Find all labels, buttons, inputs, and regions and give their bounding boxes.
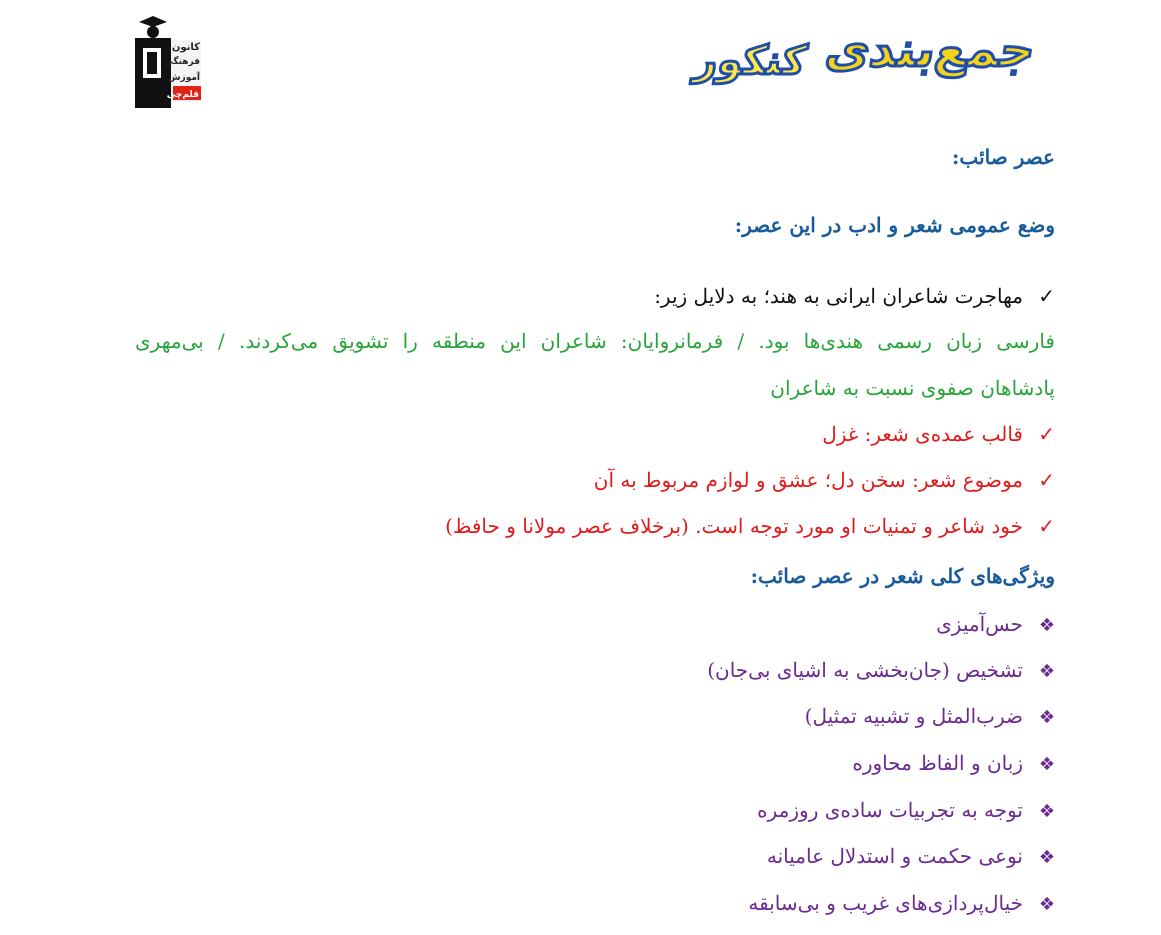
check-icon: ✓ — [1038, 422, 1055, 446]
feature-text: ضرب‌المثل و تشبیه تمثیل) — [804, 704, 1023, 728]
feature-text: خیال‌پردازی‌های غریب و بی‌سابقه — [748, 891, 1023, 915]
feature-item — [748, 888, 1055, 920]
red-item-1 — [822, 419, 1055, 449]
svg-text:آموزش: آموزش — [168, 73, 200, 83]
diamond-bullet-icon: ❖ — [1038, 707, 1055, 728]
book-title-logo — [693, 22, 1043, 104]
section-heading-general: وضع عمومی شعر و ادب در این عصر: — [734, 213, 1055, 237]
check-icon: ✓ — [1038, 514, 1055, 538]
migration-item — [654, 281, 1055, 311]
diamond-bullet-icon: ❖ — [1038, 661, 1055, 682]
section-heading-features: ویژگی‌های کلی شعر در عصر صائب: — [750, 564, 1055, 588]
diamond-bullet-icon: ❖ — [1038, 754, 1055, 775]
feature-item — [936, 609, 1055, 641]
svg-text:کانون: کانون — [171, 42, 200, 53]
feature-item — [852, 748, 1055, 780]
feature-text: نوعی حکمت و استدلال عامیانه — [766, 844, 1023, 868]
feature-text: زبان و الفاظ محاوره — [852, 751, 1023, 775]
svg-text:فرهنگی: فرهنگی — [164, 57, 200, 67]
page-title: عصر صائب: — [952, 145, 1055, 169]
feature-text: تشخیص (جان‌بخشی به اشیای بی‌جان) — [707, 658, 1023, 682]
diamond-bullet-icon: ❖ — [1038, 615, 1055, 636]
red-item-text: موضوع شعر: سخن دل؛ عشق و لوازم مربوط به آن — [593, 468, 1023, 492]
reasons-line-2: پادشاهان صفوی نسبت به شاعران — [770, 376, 1055, 400]
reasons-line-1: فارسی زبان رسمی هندی‌ها بود. / فرمانروایان: شاعران این منطقه را تشویق می‌کردند. / بی‌مهری — [135, 329, 1055, 353]
diamond-bullet-icon: ❖ — [1038, 847, 1055, 868]
feature-item — [805, 701, 1055, 733]
diamond-bullet-icon: ❖ — [1038, 894, 1055, 915]
feature-text: توجه به تجربیات ساده‌ی روزمره — [757, 798, 1023, 822]
feature-item — [767, 841, 1055, 873]
feature-item — [757, 795, 1055, 827]
svg-text:قلم‌چی: قلم‌چی — [166, 90, 199, 100]
logo-word-jambandi: جمع‌بندی — [822, 22, 1039, 78]
check-icon: ✓ — [1038, 468, 1055, 492]
red-item-2 — [594, 465, 1055, 495]
migration-item-text: مهاجرت شاعران ایرانی به هند؛ به دلایل زیر: — [654, 284, 1023, 308]
red-item-text: خود شاعر و تمنیات او مورد توجه است. (برخلاف عصر مولانا و حافظ) — [445, 514, 1023, 538]
institution-logo — [133, 8, 203, 112]
check-icon: ✓ — [1038, 284, 1055, 308]
diamond-bullet-icon: ❖ — [1038, 801, 1055, 822]
feature-item — [707, 655, 1055, 687]
page-header — [0, 0, 1161, 120]
red-item-3 — [445, 511, 1055, 541]
feature-text: حس‌آمیزی — [936, 612, 1023, 636]
red-item-text: قالب عمده‌ی شعر: غزل — [822, 422, 1023, 446]
logo-word-konkur: کنکور — [691, 38, 810, 84]
